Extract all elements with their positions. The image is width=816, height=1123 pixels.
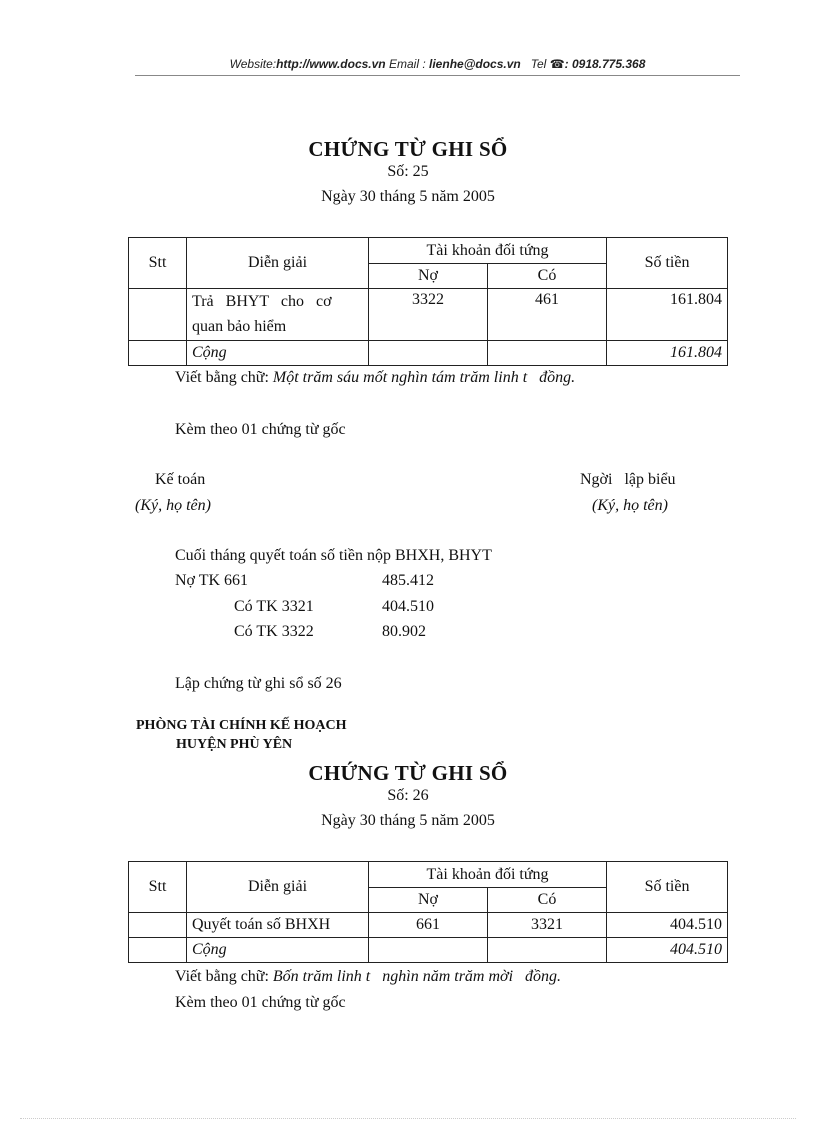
in-words-value: Một trăm sáu mốt nghìn tám trăm linh t đồng. [272,369,576,386]
total-label: Cộng [187,341,369,366]
header-divider [135,75,740,76]
org-line1: PHÒNG TÀI CHÍNH KẾ HOẠCH [136,718,347,733]
voucher2-date: Ngày 30 tháng 5 năm 2005 [321,812,495,829]
voucher1-attached: Kèm theo 01 chứng từ gốc [175,421,346,438]
col-credit: Có [488,888,607,913]
accountant-sign: (Ký, họ tên) [135,497,211,514]
voucher1-title: CHỨNG TỪ GHI SỔ [308,137,508,161]
col-stt: Stt [129,238,187,289]
voucher2-number: Số: 26 [387,787,429,804]
phone-icon: ☎ [549,57,565,71]
total-credit [488,938,607,963]
row-description [187,289,369,341]
row-amount: 161.804 [607,289,728,341]
total-amount: 161.804 [607,341,728,366]
email-address[interactable]: lienhe@docs.vn [429,57,521,71]
settlement-line-value: 485.412 [382,572,434,589]
table-row [129,289,728,341]
total-credit [488,341,607,366]
settlement-line-label: Nợ TK 661 [175,572,249,589]
col-credit: Có [488,264,607,289]
website-url[interactable]: http://www.docs.vn [276,57,386,71]
row-credit: 3321 [488,913,607,938]
table-header-row [129,862,728,888]
page-header [135,57,740,71]
voucher2-attached: Kèm theo 01 chứng từ gốc [175,994,346,1011]
org-line2: HUYỆN PHÙ YÊN [176,737,293,752]
col-accounts: Tài khoản đối tứng [369,238,607,264]
row-credit: 461 [488,289,607,341]
row-debit: 661 [369,913,488,938]
settlement-next: Lập chứng từ ghi sổ số 26 [175,675,342,692]
voucher1-in-words [175,369,575,387]
settlement-line-label: Có TK 3321 [234,598,314,615]
col-debit: Nợ [369,888,488,913]
voucher2-title: CHỨNG TỪ GHI SỔ [308,761,508,785]
row-description-line2: quan bảo hiểm [192,318,287,335]
phone-number: : 0918.775.368 [564,57,646,71]
col-accounts: Tài khoản đối tứng [369,862,607,888]
total-label: Cộng [187,938,369,963]
total-amount: 404.510 [607,938,728,963]
total-stt [129,938,187,963]
total-debit [369,938,488,963]
table-total-row [129,341,728,366]
in-words-label: Viết bằng chữ: [175,968,269,985]
row-description: Quyết toán số BHXH [187,913,369,938]
col-description: Diễn giải [187,862,369,913]
row-description-line1: Trả BHYT cho cơ [192,293,332,310]
settlement-intro: Cuối tháng quyết toán số tiền nộp BHXH, BHYT [175,547,492,564]
settlement-line-value: 404.510 [382,598,434,615]
page-bottom-border [20,1118,796,1119]
row-stt [129,289,187,341]
in-words-label: Viết bằng chữ: [175,369,269,386]
voucher2-in-words [175,968,561,986]
col-debit: Nợ [369,264,488,289]
voucher1-table [128,237,728,366]
email-label: Email : [388,57,426,71]
voucher1-number: Số: 25 [387,163,429,180]
table-row [129,913,728,938]
settlement-line-value: 80.902 [382,623,426,640]
table-header-row [129,238,728,264]
preparer-title: Ngời lập biểu [580,471,676,488]
table-total-row [129,938,728,963]
preparer-sign: (Ký, họ tên) [592,497,668,514]
accountant-title: Kế toán [155,471,206,488]
total-debit [369,341,488,366]
settlement-line-label: Có TK 3322 [234,623,314,640]
tel-label: Tel [530,57,547,71]
voucher2-table [128,861,728,963]
total-stt [129,341,187,366]
col-stt: Stt [129,862,187,913]
row-debit: 3322 [369,289,488,341]
website-label: Website: [229,57,277,71]
col-amount: Số tiền [607,862,728,913]
voucher1-date: Ngày 30 tháng 5 năm 2005 [321,188,495,205]
row-stt [129,913,187,938]
col-description: Diễn giải [187,238,369,289]
row-amount: 404.510 [607,913,728,938]
in-words-value: Bốn trăm linh t nghìn năm trăm mời đồng. [272,968,562,985]
col-amount: Số tiền [607,238,728,289]
